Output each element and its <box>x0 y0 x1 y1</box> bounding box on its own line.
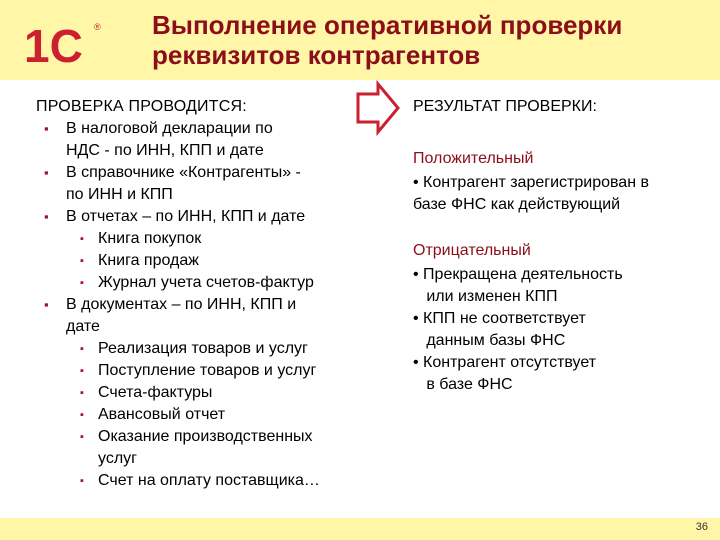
logo-text: 1С <box>24 20 83 70</box>
check-scope-subitem <box>36 426 366 470</box>
page-title-line-1: Выполнение оперативной проверки <box>152 10 623 40</box>
bullet-icon: ▪ <box>44 209 49 224</box>
positive-result-line: • Контрагент зарегистрирован в <box>413 174 649 191</box>
page-number: 36 <box>695 521 708 533</box>
page-title-line-2: реквизитов контрагентов <box>152 40 481 70</box>
item-text-line: Реализация товаров и услуг <box>98 340 308 357</box>
negative-result-line: данным базы ФНС <box>413 332 566 349</box>
check-scope-subitem <box>36 470 366 492</box>
bullet-icon: ▪ <box>80 387 84 399</box>
check-scope-subitem <box>36 250 366 272</box>
check-scope-item <box>36 162 366 206</box>
item-text-line: Счет на оплату поставщика… <box>98 472 320 489</box>
check-scope-heading: ПРОВЕРКА ПРОВОДИТСЯ: <box>36 98 247 115</box>
negative-result-line: • Прекращена деятельность <box>413 266 623 283</box>
item-text-line: дате <box>66 318 100 335</box>
check-scope-item <box>36 206 366 228</box>
check-scope-subitem <box>36 338 366 360</box>
check-scope-subitem <box>36 360 366 382</box>
bullet-icon: ▪ <box>80 255 84 267</box>
item-text-line: Книга покупок <box>98 230 202 247</box>
check-scope-subitem <box>36 382 366 404</box>
item-text-line: услуг <box>98 450 137 467</box>
item-text-line: В отчетах – по ИНН, КПП и дате <box>66 208 306 225</box>
bullet-icon: ▪ <box>80 277 84 289</box>
bullet-icon: ▪ <box>80 409 84 421</box>
item-text-line: Книга продаж <box>98 252 199 269</box>
check-scope-subitem <box>36 404 366 426</box>
negative-result-line: или изменен КПП <box>413 288 558 305</box>
item-text-line: Оказание производственных <box>98 428 313 445</box>
item-text-line: по ИНН и КПП <box>66 186 173 203</box>
check-result-heading: РЕЗУЛЬТАТ ПРОВЕРКИ: <box>413 98 597 115</box>
positive-result-line: базе ФНС как действующий <box>413 196 621 213</box>
negative-result-line: в базе ФНС <box>413 376 513 393</box>
item-text-line: Поступление товаров и услуг <box>98 362 317 379</box>
check-scope-item <box>36 118 366 162</box>
check-scope-subitem <box>36 272 366 294</box>
footer-band <box>0 518 720 540</box>
check-scope-subitem <box>36 228 366 250</box>
bullet-icon: ▪ <box>44 121 49 136</box>
bullet-icon: ▪ <box>44 165 49 180</box>
negative-result-line: • Контрагент отсутствует <box>413 354 597 371</box>
item-text-line: В налоговой декларации по <box>66 120 273 137</box>
item-text-line: В справочнике «Контрагенты» - <box>66 164 301 181</box>
positive-result-label: Положительный <box>413 150 534 167</box>
bullet-icon: ▪ <box>80 475 84 487</box>
negative-result-line: • КПП не соответствует <box>413 310 586 327</box>
logo-registered-mark: ® <box>94 22 101 32</box>
check-result-panel <box>413 96 703 396</box>
bullet-icon: ▪ <box>80 431 84 443</box>
check-scope-item <box>36 294 366 338</box>
item-text-line: Счета-фактуры <box>98 384 213 401</box>
item-text-line: НДС - по ИНН, КПП и дате <box>66 142 264 159</box>
item-text-line: В документах – по ИНН, КПП и <box>66 296 297 313</box>
right-arrow-icon <box>354 80 402 136</box>
item-text-line: Авансовый отчет <box>98 406 226 423</box>
1c-logo-icon <box>22 14 112 70</box>
bullet-icon: ▪ <box>80 343 84 355</box>
page-title <box>152 10 712 70</box>
bullet-icon: ▪ <box>44 297 49 312</box>
check-scope-list <box>36 96 366 492</box>
negative-result-label: Отрицательный <box>413 242 531 259</box>
bullet-icon: ▪ <box>80 365 84 377</box>
item-text-line: Журнал учета счетов-фактур <box>98 274 314 291</box>
bullet-icon: ▪ <box>80 233 84 245</box>
